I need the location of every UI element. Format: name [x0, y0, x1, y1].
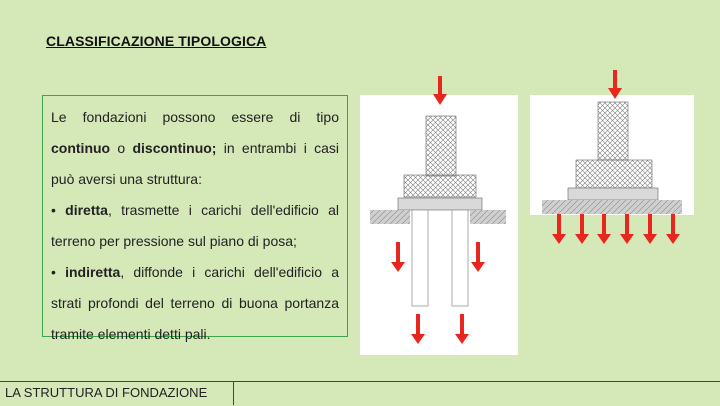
bullet-indiretta [51, 257, 339, 350]
intro-text-3: in entrambi i casi può aversi una struttura: [51, 140, 339, 187]
arrow-down-icon [620, 214, 634, 244]
paragraph-intro [51, 102, 339, 195]
pile-right [452, 210, 468, 306]
intro-text: Le fondazioni possono essere di tipo [51, 109, 339, 125]
indirect-foundation-diagram [358, 70, 520, 355]
text-box [42, 95, 348, 342]
column [426, 116, 456, 176]
diretta-term: diretta [65, 202, 108, 218]
arrow-down-icon [575, 214, 589, 244]
arrow-down-icon [552, 214, 566, 244]
soil-right [470, 210, 506, 224]
arrow-down-icon [666, 214, 680, 244]
footing [568, 188, 658, 200]
diretta-text: , trasmette i carichi dell'edificio al terreno per pressione sul piano di posa; [51, 202, 340, 249]
indiretta-text: , diffonde i carichi dell'edificio a strati profondi del terreno di buona portanza tramite elementi detti pali. [51, 264, 339, 342]
pile-left [412, 210, 428, 306]
soil [542, 200, 682, 214]
direct-foundation-diagram [530, 68, 698, 258]
plinth [576, 160, 652, 188]
arrow-down-icon [643, 214, 657, 244]
arrow-down-icon [608, 70, 622, 99]
arrow-down-icon [597, 214, 611, 244]
footer-label: LA STRUTTURA DI FONDAZIONE [0, 381, 234, 405]
discontinuo-term: discontinuo; [132, 140, 217, 156]
bullet-marker: • [51, 202, 66, 218]
continuo-term: continuo [51, 140, 111, 156]
plinth [404, 175, 476, 197]
indiretta-term: indiretta [65, 264, 121, 280]
bullet-marker: • [51, 264, 66, 280]
soil-left [370, 210, 410, 224]
column [598, 102, 628, 160]
bullet-diretta [51, 195, 339, 257]
page-title: CLASSIFICAZIONE TIPOLOGICA [46, 33, 267, 49]
intro-text-2: o [110, 140, 133, 156]
footing [398, 198, 482, 210]
